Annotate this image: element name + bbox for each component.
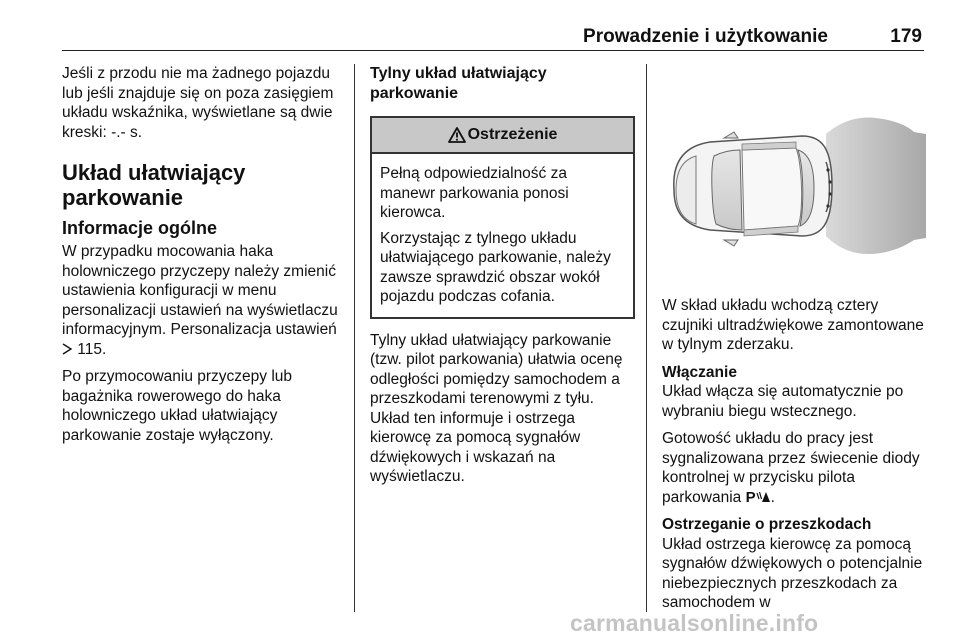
page-reference-icon[interactable] <box>62 341 73 358</box>
activation-paragraph: Układ włącza się automatycznie po wybraniu biegu wstecznego. <box>662 383 904 420</box>
column-divider <box>646 64 647 612</box>
column-middle <box>370 64 635 495</box>
car-rear-sensor-illustration <box>662 72 930 278</box>
info-paragraph-text: W przypadku mocowania haka holowniczego przyczepy należy zmienić ustawienia konfiguracji w menu personalizacji ustawień na wyświetlaczu informacyjnym. Personalizacja ustawień <box>62 243 338 338</box>
warning-body <box>372 154 633 317</box>
warning-header <box>372 118 633 154</box>
intro-paragraph: Jeśli z przodu nie ma żadnego pojazdu lub jeśli znajduje się on poza zasięgiem układu wskaźnika, wyświetlane są dwie kreski: -.- s. <box>62 65 334 141</box>
warning-triangle-icon <box>448 127 466 143</box>
section-title: Układ ułatwiający parkowanie <box>62 160 246 210</box>
trailer-paragraph: Po przymocowaniu przyczepy lub bagażnika rowerowego do haka holowniczego układ ułatwiający parkowanie zostaje wyłączony. <box>62 368 293 444</box>
column-divider <box>354 64 355 612</box>
warning-box <box>370 116 635 319</box>
heading-obstacle-warning: Ostrzeganie o przeszkodach <box>662 516 872 533</box>
column-right <box>662 64 930 621</box>
page-number: 179 <box>890 26 922 47</box>
subsection-title: Tylny układ ułatwiający parkowanie <box>370 65 547 102</box>
warning-title: Ostrzeżenie <box>467 126 558 144</box>
chapter-title: Prowadzenie i użytkowanie <box>583 26 828 47</box>
column-left <box>62 64 344 453</box>
ready-paragraph-end: . <box>770 488 775 506</box>
warning-text: Pełną odpowiedzialność za manewr parkowania ponosi kierowca. <box>380 165 569 221</box>
info-paragraph <box>62 242 344 359</box>
park-assist-icon-letter: P <box>745 488 756 506</box>
ready-paragraph-text: Gotowość układu do pracy jest sygnalizowana przez świecenie diody kontrolnej w przycisku pilota parkowania <box>662 430 920 506</box>
sensors-paragraph: W skład układu wchodzą cztery czujniki ultradźwiękowe zamontowane w tylnym zderzaku. <box>662 297 924 353</box>
park-assist-icon <box>746 489 771 506</box>
heading-activation: Włączanie <box>662 363 737 381</box>
description-paragraph: Tylny układ ułatwiający parkowanie (tzw. pilot parkowania) ułatwia ocenę odległości pomiędzy samochodem a przeszkodami terenowymi z tyłu. Układ ten informuje i ostrzega kierowcę za pomocą sygnałów dźwiękowych i wskazań na wyświetlaczu. <box>370 331 623 485</box>
warning-text: Korzystając z tylnego układu ułatwiającego parkowanie, należy zawsze sprawdzić obszar wokół pojazdu podczas cofania. <box>380 229 611 305</box>
watermark-text: carmanualsonline.info <box>570 610 819 636</box>
page-reference-number[interactable]: 115. <box>73 340 107 358</box>
ready-paragraph <box>662 429 930 507</box>
subsection-title: Informacje ogólne <box>62 218 218 238</box>
obstacle-paragraph: Układ ostrzega kierowcę za pomocą sygnałów dźwiękowych o potencjalnie niebezpiecznych przeszkodach za samochodem w <box>662 535 923 611</box>
page-header <box>62 22 924 51</box>
